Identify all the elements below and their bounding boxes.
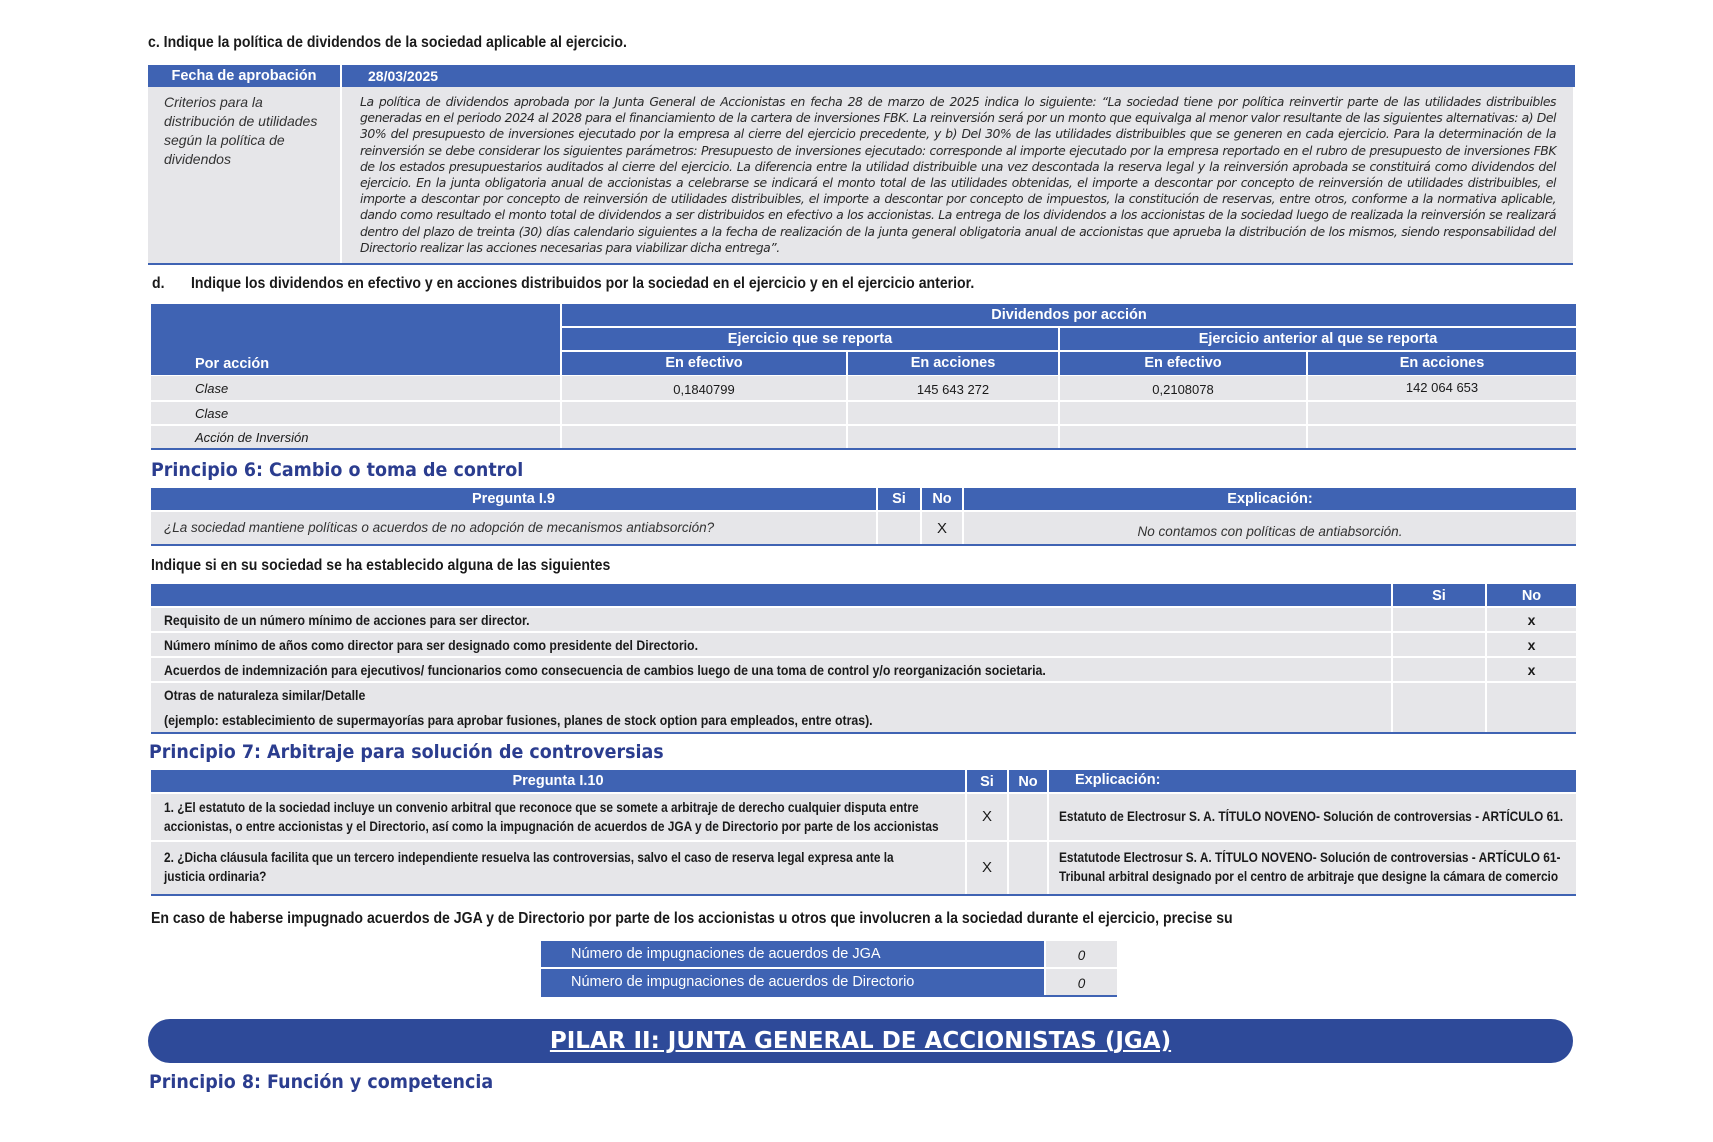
ejercicio-reporta-header: Ejercicio que se reporta <box>562 328 1058 350</box>
pilar-banner <box>148 1019 1573 1063</box>
dividend-row <box>151 426 1576 450</box>
no-header: No <box>1487 584 1576 606</box>
otras-label: Otras de naturaleza similar/Detalle <box>164 687 366 703</box>
principio-6-title: Principio 6: Cambio o toma de control <box>151 459 524 481</box>
dividend-row <box>151 402 1576 426</box>
question-text: ¿La sociedad mantiene políticas o acuerdos de no adopción de mecanismos antiabsorción? <box>164 520 715 535</box>
criterios-text: La política de dividendos aprobada por la Junta General de Accionistas en fecha 28 de marzo de 2025 indica lo siguiente: “La sociedad tiene por política reinvertir parte de las utilidades distribuibles generadas en el periodo 2024 al 2028 para el financiamiento de la cartera de inversiones FBK. La reinversión será por un monto que equivalga al menor valor resultante de las siguientes alternativas: a) Del 30% del presupuesto de inversiones ejecutado por la empresa al cierre del ejercicio precedente, y b) Del 30% de las utilidades distribuibles que se generen en cada ejercicio. Para la determinación de la reinversión se debe considerar los siguientes parámetros: Presupuesto de inversiones ejecutado: corresponde al importe ejecutado por la empresa reportado en el rubro de presupuesto de inversiones FBK de los estados presupuestarios auditados al cierre del ejercicio. La diferencia entre la utilidad distribuible una vez descontada la reserva legal y la reinversión aprobada se constituirá como dividendos del ejercicio. En la junta obligatoria anual de accionistas a celebrarse se indicará el monto total de las utilidades obtenidas, el importe a descontar por concepto de reinversión de utilidades distribuibles, el importe a descontar por concepto de reinversión de utilidades distribuibles, el importe a descontar por concepto de impuestos, la constitución de reservas, entre otros, conforme a la normativa aplicable, dando como resultado el monto total de dividendos a ser distribuidos en efectivo a los accionistas. La entrega de los dividendos a los accionistas de la sociedad luego de realizada la reinversión se realizará dentro del plazo de treinta (30) días calendario siguientes a la fecha de realización de la junta general obligatoria anual de accionistas que aprueba la distribución de los mismos, siendo responsabilidad del Directorio realizar las acciones necesarias para viabilizar dicha entrega”. <box>360 94 1556 255</box>
acciones-header-1: En acciones <box>848 352 1058 375</box>
arbitration-row <box>151 842 1576 896</box>
no-mark: x <box>1527 662 1536 678</box>
explanation-line-1: Estatutode Electrosur S. A. TÍTULO NOVENO- Solución de controversias - ARTÍCULO 61- <box>1059 850 1561 865</box>
no-header: No <box>922 488 962 510</box>
dividendos-header: Dividendos por acción <box>562 304 1576 326</box>
pregunta-label: Pregunta I.9 <box>151 488 876 510</box>
section-d-letter: d. <box>152 275 165 292</box>
question-line-2: justicia ordinaria? <box>164 869 267 884</box>
impugnaciones-heading: En caso de haberse impugnado acuerdos de JGA y de Directorio por parte de los accionistas u otros que involucren a la sociedad durante el ejercicio, precise su <box>151 910 1233 927</box>
si-mark: X <box>981 859 992 876</box>
no-mark: x <box>1527 612 1536 628</box>
si-header: Si <box>878 488 920 510</box>
row-label: Clase <box>195 406 229 421</box>
measure-row <box>151 658 1576 683</box>
acciones-header-2: En acciones <box>1308 352 1576 375</box>
explicacion-header: Explicación: <box>1075 772 1161 788</box>
si-header: Si <box>967 770 1007 792</box>
measure-row-otras <box>151 683 1576 734</box>
no-header: No <box>1009 770 1047 792</box>
fecha-value: 28/03/2025 <box>368 68 439 84</box>
answer-text: No contamos con políticas de antiabsorción. <box>1137 524 1403 539</box>
impugnaciones-jga-label: Número de impugnaciones de acuerdos de JGA <box>571 946 881 962</box>
explanation-line-2: Tribunal arbitral designado por el centro de arbitraje que designe la cámara de comercio <box>1059 869 1559 884</box>
question-line-1: 2. ¿Dicha cláusula facilita que un tercero independiente resuelva las controversias, salvo el caso de reserva legal expresa ante la <box>164 850 894 865</box>
no-mark: X <box>936 520 947 537</box>
fecha-label: Fecha de aprobación <box>148 65 340 87</box>
cell-acciones-2: 142 064 653 <box>1405 380 1479 395</box>
indique-heading: Indique si en su sociedad se ha establecido alguna de las siguientes <box>151 557 611 574</box>
impugnaciones-jga-value: 0 <box>1077 948 1086 963</box>
principio-7-title: Principio 7: Arbitraje para solución de controversias <box>149 741 664 763</box>
pregunta-1-9-table <box>151 488 1576 546</box>
pilar-title: PILAR II: JUNTA GENERAL DE ACCIONISTAS (JGA) <box>549 1028 1172 1054</box>
impugnaciones-table <box>541 941 1117 999</box>
pregunta-1-10-table <box>151 770 1576 896</box>
explicacion-header: Explicación: <box>964 488 1576 510</box>
ejercicio-anterior-header: Ejercicio anterior al que se reporta <box>1060 328 1576 350</box>
section-d-heading: Indique los dividendos en efectivo y en acciones distribuidos por la sociedad en el ejercicio y en el ejercicio anterior. <box>191 275 975 292</box>
otras-example: (ejemplo: establecimiento de supermayorías para aprobar fusiones, planes de stock option para empleados, entre otras). <box>164 712 873 728</box>
dividend-policy-table <box>148 65 1573 265</box>
arbitration-row <box>151 794 1576 842</box>
efectivo-header-2: En efectivo <box>1060 352 1306 375</box>
criterios-label: Criterios para la distribución de utilidades según la política de dividendos <box>164 94 318 167</box>
measure-row <box>151 608 1576 633</box>
explanation-line-1: Estatuto de Electrosur S. A. TÍTULO NOVENO- Solución de controversias - ARTÍCULO 61. <box>1059 809 1564 824</box>
impugnaciones-directorio-value: 0 <box>1077 976 1086 991</box>
por-accion-header: Por acción <box>195 356 270 372</box>
measures-table <box>151 584 1576 734</box>
impugnaciones-directorio-label: Número de impugnaciones de acuerdos de Directorio <box>571 974 915 990</box>
efectivo-header-1: En efectivo <box>562 352 846 375</box>
measure-row <box>151 633 1576 658</box>
row-label: Clase <box>195 381 229 396</box>
cell-efectivo-1: 0,1840799 <box>673 382 735 397</box>
cell-efectivo-2: 0,2108078 <box>1152 382 1214 397</box>
principio-8-title: Principio 8: Función y competencia <box>149 1071 494 1093</box>
row-label: Acción de Inversión <box>195 430 309 445</box>
measure-label: Requisito de un número mínimo de acciones para ser director. <box>164 612 530 628</box>
no-mark: x <box>1527 637 1536 653</box>
question-line-1: 1. ¿El estatuto de la sociedad incluye un convenio arbitral que reconoce que se somete a arbitraje de derecho cualquier disputa entre <box>164 800 919 815</box>
pregunta-label: Pregunta I.10 <box>151 770 965 792</box>
dividend-row <box>151 376 1576 402</box>
measure-label: Número mínimo de años como director para ser designado como presidente del Directorio. <box>164 637 698 653</box>
cell-acciones-1: 145 643 272 <box>916 382 990 397</box>
measure-label: Acuerdos de indemnización para ejecutivos/ funcionarios como consecuencia de cambios luego de una toma de control y/o reorganización societaria. <box>164 662 1046 678</box>
question-line-2: accionistas, o entre accionistas y el Directorio, así como la impugnación de acuerdos de JGA y de Directorio por parte de los accionistas <box>164 819 939 834</box>
section-c-heading: c. Indique la política de dividendos de la sociedad aplicable al ejercicio. <box>148 34 627 51</box>
si-header: Si <box>1393 584 1485 606</box>
si-mark: X <box>981 808 992 825</box>
